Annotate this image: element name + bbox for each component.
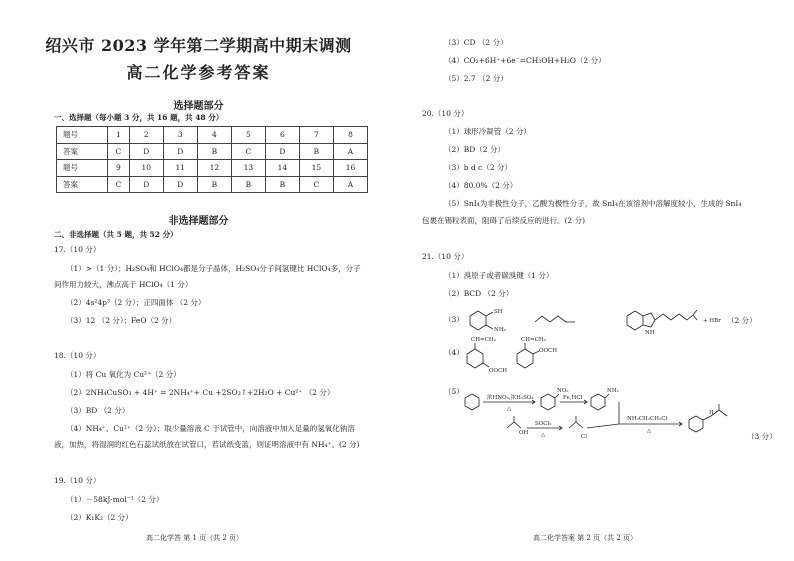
q20-line4: （4）80.0%（2 分） [444,181,518,190]
q21-line2: （2）BCD （2 分） [444,289,514,298]
benzene-ring-icon [689,416,703,432]
table-cell: A [333,143,367,160]
table-row [57,143,368,160]
table-cell: A [333,176,367,193]
q17-line1a: （1）>（1 分）；H₂SO₄和 HClO₄都是分子晶体，H₂SO₄分子间氢键比 HClO₄多，分子 [66,264,361,273]
q17-line1b: 间作用力较大，沸点高于 HClO₄（1 分） [54,280,193,289]
q21-4-isomers [459,334,599,380]
table-cell: D [265,143,299,160]
nitration-reagent: 浓HNO₃,浓H₂SO₄ [487,395,534,401]
q20-line2: （2）BD（2 分） [444,145,505,154]
q20-line3: （3）b d c（2 分） [444,163,512,172]
document-subtitle: 高二化学参考答案 [126,63,271,82]
benzene-ring-icon [591,394,605,410]
q18-line1: （1）将 Cu 氧化为 Cu²⁺（2 分） [66,370,181,379]
q18-line2: （2）2NH₄CuSO₃ + 4H⁺ = 2NH₄⁺+ Cu +2SO₂↑+2H₂O + Cu²⁺ （2 分） [66,388,335,397]
h-label: H [709,410,714,416]
q21-3-points: （2 分） [727,316,757,325]
q18-line3: （3）BD （2 分） [66,406,130,415]
nonmc-heading: 非选择题部分 [168,216,229,227]
vinyl-label-2: CH=CH₂ [521,337,546,343]
q20-line5b: 包裹在锡粒表面，阻碍了后续反应的进行。(2 分) [422,216,586,225]
nh2-label: NH₂ [494,327,506,333]
table-cell: D [163,176,197,193]
table-cell: 7 [299,127,333,144]
table-cell: 15 [299,160,333,177]
table-cell: C [108,143,130,160]
nh2-label-2: NH₂ [607,388,619,394]
benzene-ring-icon [627,311,643,330]
table-cell: 9 [108,160,130,177]
table-cell: B [197,176,231,193]
q17-head: 17.（10 分） [54,245,101,254]
formate-label-2: OOCH [539,348,558,354]
table-row [57,160,368,177]
socl2-reagent: SOCl₂ [535,421,552,427]
benzene-ring-icon [467,349,483,368]
q19-line3: （3）CD （2 分） [444,38,508,47]
benzene-ring-icon [470,311,486,330]
right-page [397,0,794,561]
q21-line5-label: （5） [444,387,464,396]
table-cell: D [163,143,197,160]
q18-head: 18.（10 分） [54,351,101,360]
table-cell: 16 [333,160,367,177]
hbr-label: + HBr [703,318,721,324]
formate-label: OOCH [489,368,508,374]
q18-line4b: 液，加热，将湿润的红色石蕊试纸放在试管口，若试纸变蓝，则证明溶液中有 NH₄⁺。(2 分) [54,440,360,449]
table-row [57,127,368,144]
table-cell: B [231,176,265,193]
mc-heading: 选择题部分 [173,101,224,112]
table-cell: C [231,143,265,160]
table-cell: 6 [265,127,299,144]
left-footer: 高二化学答 第 1 页（共 2 页） [146,534,244,542]
nonmc-section-title: 二、非选择题（共 5 题，共 52 分） [54,230,178,239]
answer-table [56,126,368,193]
table-cell: 13 [231,160,265,177]
q21-line1: （1）溴原子或者碳溴键（1 分） [444,271,554,280]
benzene-ring-icon [541,394,555,410]
table-row-label: 答案 [57,143,108,160]
nh-label: NH [645,330,655,336]
table-row-label: 答案 [57,176,108,193]
no2-label: NO₂ [557,388,569,394]
table-cell: 10 [129,160,163,177]
benzene-ring-icon [465,394,479,410]
q17-line2: （2）4s²4p³（2 分）；正四面体 （2 分） [66,298,206,307]
table-cell: C [299,176,333,193]
table-cell: 2 [129,127,163,144]
table-cell: D [129,176,163,193]
table-cell: C [108,176,130,193]
heat-symbol: △ [507,406,512,412]
table-cell: 1 [108,127,130,144]
q21-line4-label: （4） [444,348,464,357]
q20-head: 20.（10 分） [422,109,469,118]
q20-line1: （1）球形冷凝管（2 分） [444,127,531,136]
table-cell: 8 [333,127,367,144]
vinyl-label: CH=CH₂ [471,337,496,343]
q19-line1: （1）－58kJ·mol⁻¹（2 分） [66,495,164,504]
mc-section-title: 一、选择题（每小题 3 分，共 16 题，共 48 分） [54,113,224,122]
cl-label: Cl [581,434,587,440]
q21-3-structures [465,302,765,338]
q21-head: 21.（10 分） [422,252,469,261]
heat-symbol-2: △ [647,428,652,434]
oh-label: OH [519,430,529,436]
q21-3-reaction-scheme [465,302,765,338]
alkyl-chain-icon [535,316,566,322]
table-cell: B [197,143,231,160]
table-row-label: 题号 [57,160,108,177]
table-cell: 11 [163,160,197,177]
table-row [57,176,368,193]
table-cell: B [299,143,333,160]
table-cell: 12 [197,160,231,177]
q21-4-structures [459,334,599,380]
table-cell: 14 [265,160,299,177]
sh-label: SH [494,309,503,315]
document-title: 绍兴市 2023 学年第二学期高中期末调测 [45,36,352,55]
q17-line3: （3）12 （2 分）；FeO（2 分） [66,316,177,325]
heat-symbol-3: △ [541,432,546,438]
q19-line4: （4）CO₂+6H⁺+6e⁻=CH₃OH+H₂O（2 分） [444,56,606,65]
table-cell: 4 [197,127,231,144]
reduction-reagent: Fe,HCl [563,395,583,401]
table-cell: D [129,143,163,160]
q19-line2: （2）K₁K₂（2 分） [66,513,133,522]
table-cell: 3 [163,127,197,144]
q20-line5a: （5）SnI₄为非极性分子，乙酸为极性分子，故 SnI₄在该溶剂中溶解度较小，生成的 SnI₄ [444,199,742,208]
table-cell: 5 [231,127,265,144]
q21-5-synthesis-route [457,382,787,454]
right-footer: 高二化学答案 第 2 页（共 2 页） [533,534,638,542]
table-row-label: 题号 [57,127,108,144]
alkylation-reagent: NH₂CH₂CH₂Cl [627,416,668,422]
acetic-acid-icon [507,422,521,428]
q19-head: 19.（10 分） [54,476,101,485]
benzene-ring-icon [517,349,533,368]
q21-5-points: （3 分） [747,432,777,441]
q21-5-route [457,382,787,454]
table-cell: B [265,176,299,193]
q18-line4a: （4）NH₄⁺、Cu²⁺（2 分）；取少量溶液 C 于试管中，向溶液中加入足量的氢氧化钠溶 [66,424,355,433]
q19-line5: （5）2.7 （2 分） [444,74,508,83]
q21-line3-label: （3） [444,315,464,324]
